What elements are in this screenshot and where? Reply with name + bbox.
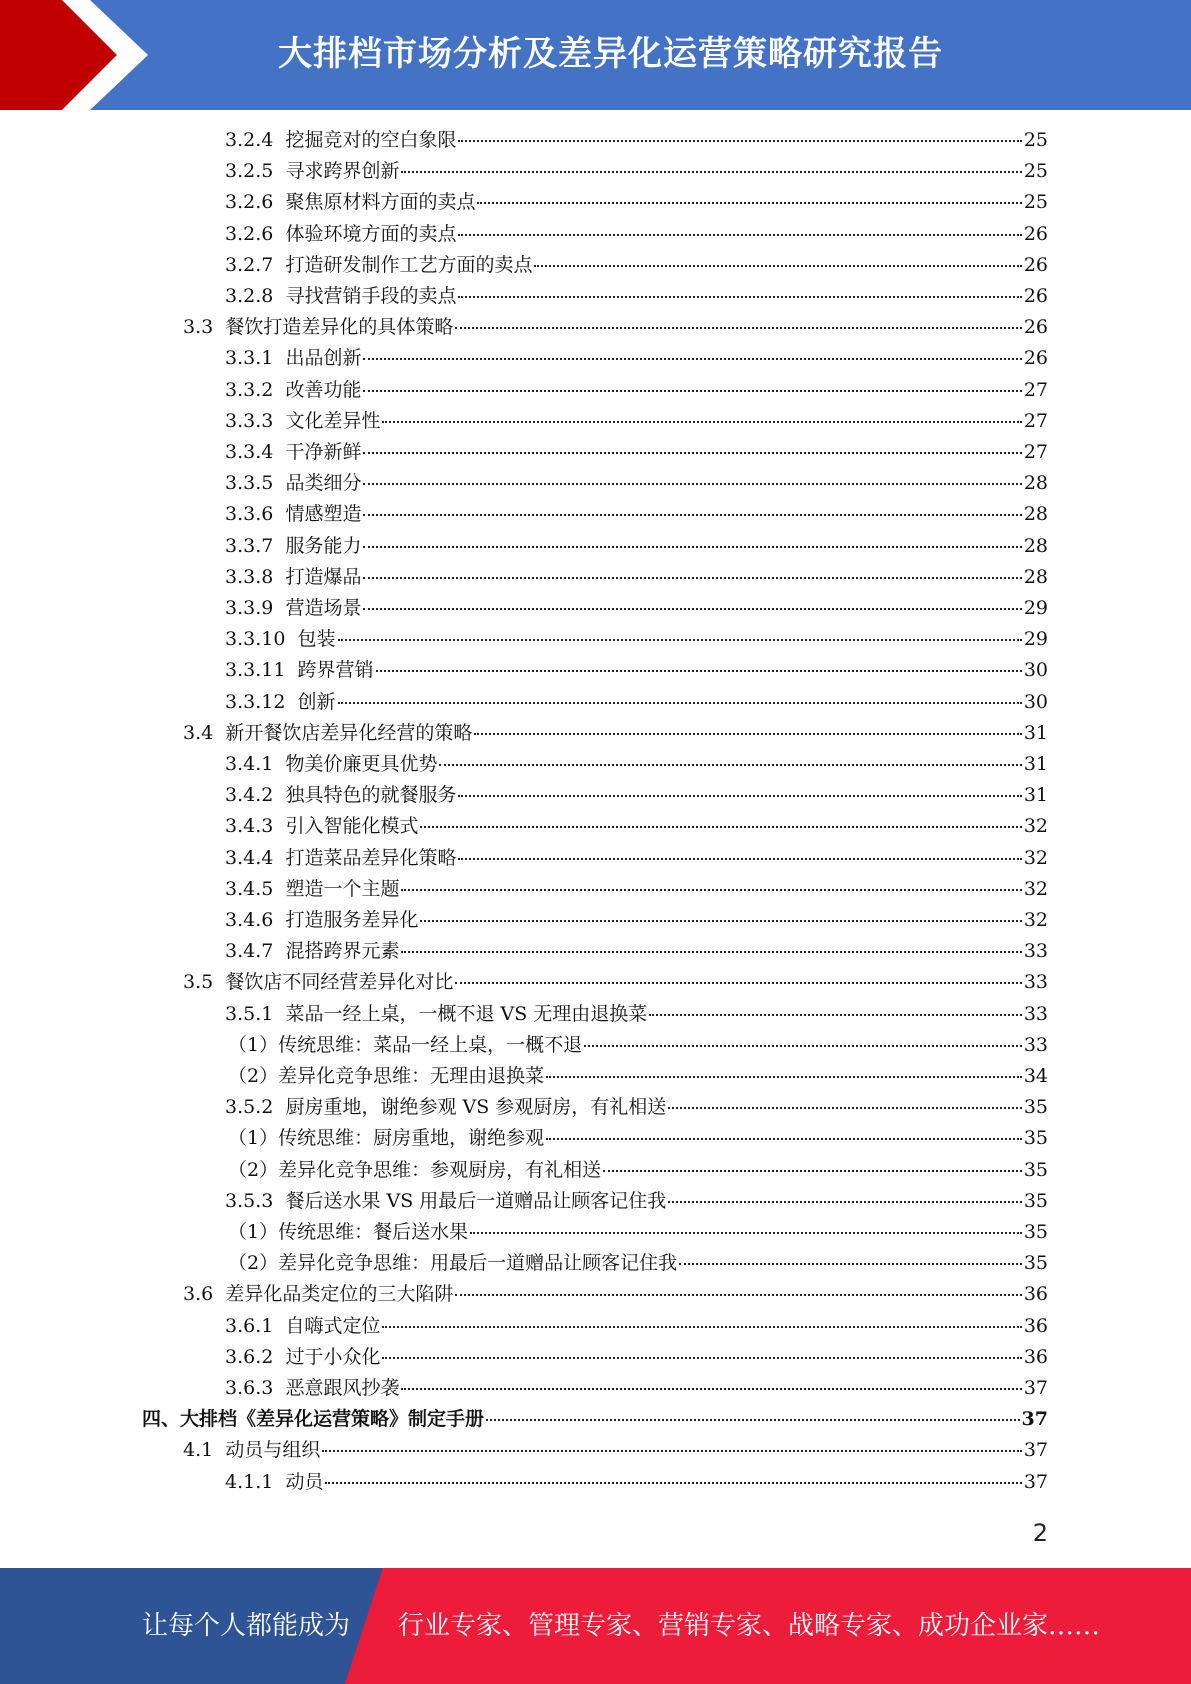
toc-leader-dots xyxy=(649,1013,1022,1016)
toc-entry-page: 31 xyxy=(1023,753,1048,775)
toc-entry-page: 35 xyxy=(1023,1127,1048,1150)
toc-entry-number: 3.3.11 xyxy=(225,659,286,682)
toc-entry[interactable] xyxy=(228,1218,1048,1246)
toc-entry-page: 25 xyxy=(1023,160,1048,183)
toc-leader-dots xyxy=(325,1481,1021,1484)
toc-entry-page: 26 xyxy=(1023,253,1048,276)
toc-entry-page: 29 xyxy=(1023,628,1048,651)
toc-entry-title: 菜品一经上桌，一概不退 VS 无理由退换菜 xyxy=(285,1002,648,1025)
toc-entry-title: （1）传统思维：餐后送水果 xyxy=(228,1221,469,1243)
toc-leader-dots xyxy=(458,233,1021,236)
toc-leader-dots xyxy=(455,326,1021,329)
toc-leader-dots xyxy=(458,857,1021,860)
toc-entry[interactable] xyxy=(225,1468,1048,1496)
toc-entry-page: 28 xyxy=(1023,565,1048,588)
toc-entry-title: 挖掘竞对的空白象限 xyxy=(285,129,457,151)
toc-entry[interactable] xyxy=(225,344,1048,372)
toc-entry-page: 33 xyxy=(1023,940,1048,963)
toc-entry-number: 3.3.5 xyxy=(225,472,274,495)
toc-entry[interactable] xyxy=(183,968,1048,996)
toc-entry[interactable] xyxy=(225,126,1048,154)
toc-entry-title: 物美价廉更具优势 xyxy=(285,753,438,775)
toc-leader-dots xyxy=(679,1262,1022,1265)
toc-leader-dots xyxy=(546,1075,1022,1078)
toc-entry-title: 包装 xyxy=(297,628,336,651)
toc-leader-dots xyxy=(534,264,1021,267)
toc-entry[interactable] xyxy=(225,1093,1048,1121)
toc-leader-dots xyxy=(401,888,1021,891)
toc-entry[interactable] xyxy=(225,188,1048,216)
toc-entry-number: 3.3.9 xyxy=(225,597,274,619)
toc-leader-dots xyxy=(382,1356,1021,1359)
toc-leader-dots xyxy=(477,201,1021,204)
toc-leader-dots xyxy=(376,669,1022,672)
toc-entry-title: 出品创新 xyxy=(285,347,362,370)
toc-leader-dots xyxy=(401,1387,1021,1390)
toc-entry-title: 体验环境方面的卖点 xyxy=(285,222,457,245)
toc-leader-dots xyxy=(603,1169,1022,1172)
toc-entry-title: 跨界营销 xyxy=(297,659,374,682)
toc-entry[interactable] xyxy=(225,407,1048,435)
toc-leader-dots xyxy=(486,1418,1020,1421)
toc-entry-title: 餐饮店不同经营差异化对比 xyxy=(225,971,454,994)
toc-entry-title: 厨房重地，谢绝参观 VS 参观厨房，有礼相送 xyxy=(285,1096,667,1119)
toc-entry-title: 餐饮打造差异化的具体策略 xyxy=(225,316,454,339)
toc-entry-title: 新开餐饮店差异化经营的策略 xyxy=(225,721,473,744)
toc-entry-page: 31 xyxy=(1023,784,1048,807)
toc-entry-page: 37 xyxy=(1023,1439,1048,1462)
toc-entry-number: 3.3.12 xyxy=(225,690,286,713)
toc-entry-number: 3.3.7 xyxy=(225,534,274,557)
toc-entry-title: （2）差异化竞争思维：参观厨房，有礼相送 xyxy=(228,1158,602,1181)
toc-entry[interactable] xyxy=(225,438,1048,466)
footer-slogan-right: 行业专家、管理专家、营销专家、战略专家、成功企业家…… xyxy=(398,1611,1101,1641)
toc-entry-title: 寻求跨界创新 xyxy=(285,160,400,183)
toc-entry-title: （1）传统思维：菜品一经上桌，一概不退 xyxy=(228,1033,583,1056)
toc-leader-dots xyxy=(420,825,1021,828)
toc-entry-title: 打造研发制作工艺方面的卖点 xyxy=(285,253,533,276)
toc-entry-page: 35 xyxy=(1023,1189,1048,1212)
toc-entry[interactable] xyxy=(225,844,1048,872)
toc-leader-dots xyxy=(470,1231,1022,1234)
toc-entry[interactable] xyxy=(225,937,1048,965)
page-footer xyxy=(0,1568,1191,1684)
toc-entry-number: 3.4 xyxy=(183,721,214,744)
toc-entry[interactable] xyxy=(225,532,1048,560)
toc-entry[interactable] xyxy=(225,875,1048,903)
toc-entry-number: 3.5.2 xyxy=(225,1096,274,1119)
document-title: 大排档市场分析及差异化运营策略研究报告 xyxy=(278,34,943,74)
toc-entry-page: 35 xyxy=(1023,1158,1048,1181)
toc-entry[interactable] xyxy=(225,251,1048,279)
toc-entry-page: 31 xyxy=(1023,721,1048,744)
toc-entry[interactable] xyxy=(225,656,1048,684)
toc-entry-page: 26 xyxy=(1023,285,1048,307)
toc-entry-page: 37 xyxy=(1023,1470,1048,1493)
toc-entry-title: 打造菜品差异化策略 xyxy=(285,846,457,869)
toc-leader-dots xyxy=(382,1325,1021,1328)
toc-entry-title: 寻找营销手段的卖点 xyxy=(285,285,457,307)
toc-entry-page: 27 xyxy=(1023,409,1048,432)
toc-entry-title: 品类细分 xyxy=(285,472,362,495)
toc-entry-title: 恶意跟风抄袭 xyxy=(285,1377,400,1399)
toc-entry-page: 37 xyxy=(1023,1377,1048,1399)
toc-entry-page: 26 xyxy=(1023,316,1048,339)
toc-entry[interactable] xyxy=(225,1000,1048,1028)
toc-entry-page: 30 xyxy=(1023,690,1048,713)
toc-entry-title: 打造爆品 xyxy=(285,565,362,588)
toc-entry-number: 3.4.1 xyxy=(225,753,274,775)
toc-leader-dots xyxy=(363,482,1021,485)
toc-entry-title: 塑造一个主题 xyxy=(285,877,400,900)
toc-leader-dots xyxy=(455,1293,1021,1296)
toc-entry[interactable] xyxy=(183,1280,1048,1308)
footer-slogan-left: 让每个人都能成为 xyxy=(142,1611,351,1641)
toc-entry-title: 混搭跨界元素 xyxy=(285,940,400,963)
toc-entry-number: 3.2.7 xyxy=(225,253,274,276)
toc-entry-title: 服务能力 xyxy=(285,534,362,557)
toc-leader-dots xyxy=(322,1449,1021,1452)
toc-entry-page: 30 xyxy=(1023,659,1048,682)
toc-entry-number: 3.2.5 xyxy=(225,160,274,183)
toc-leader-dots xyxy=(338,701,1022,704)
toc-leader-dots xyxy=(458,794,1021,797)
toc-leader-dots xyxy=(363,545,1021,548)
toc-entry-page: 29 xyxy=(1023,597,1048,619)
toc-leader-dots xyxy=(401,950,1021,953)
toc-entry[interactable] xyxy=(225,781,1048,809)
toc-entry-number: 3.4.5 xyxy=(225,877,274,900)
toc-leader-dots xyxy=(474,732,1021,735)
toc-leader-dots xyxy=(363,451,1021,454)
toc-entry[interactable] xyxy=(225,469,1048,497)
toc-entry-number: 3.3.8 xyxy=(225,565,274,588)
toc-entry-page: 35 xyxy=(1023,1221,1048,1243)
toc-entry-title: 动员 xyxy=(285,1470,324,1493)
toc-entry-page: 26 xyxy=(1023,222,1048,245)
page-number: 2 xyxy=(1032,1519,1048,1547)
toc-entry-page: 34 xyxy=(1023,1065,1048,1087)
toc-entry-title: 创新 xyxy=(297,690,336,713)
toc-entry[interactable] xyxy=(225,906,1048,934)
toc-entry[interactable] xyxy=(225,594,1048,622)
toc-entry-page: 36 xyxy=(1023,1345,1048,1368)
toc-entry-number: 3.6.3 xyxy=(225,1377,274,1399)
toc-entry[interactable] xyxy=(228,1062,1048,1090)
toc-entry[interactable] xyxy=(225,157,1048,185)
toc-leader-dots xyxy=(455,981,1021,984)
toc-entry[interactable] xyxy=(183,719,1048,747)
toc-leader-dots xyxy=(420,919,1021,922)
toc-entry-title: 餐后送水果 VS 用最后一道赠品让顾客记住我 xyxy=(285,1189,667,1212)
toc-entry[interactable] xyxy=(142,1405,1048,1433)
toc-entry[interactable] xyxy=(225,500,1048,528)
toc-entry-title: 打造服务差异化 xyxy=(285,909,419,931)
toc-entry-number: 3.5.3 xyxy=(225,1189,274,1212)
toc-entry-page: 26 xyxy=(1023,347,1048,370)
toc-entry-number: 3.3.4 xyxy=(225,441,274,463)
toc-entry-page: 35 xyxy=(1023,1096,1048,1119)
toc-entry-title: 营造场景 xyxy=(285,597,362,619)
toc-leader-dots xyxy=(338,638,1022,641)
toc-leader-dots xyxy=(668,1106,1022,1109)
toc-leader-dots xyxy=(458,139,1021,142)
toc-leader-dots xyxy=(363,607,1021,610)
toc-entry-page: 32 xyxy=(1023,815,1048,838)
toc-entry-number: 4.1 xyxy=(183,1439,214,1462)
toc-entry-page: 37 xyxy=(1021,1408,1048,1431)
toc-entry-number: 3.6.2 xyxy=(225,1345,274,1368)
toc-entry-number: 3.5 xyxy=(183,971,214,994)
toc-entry-number: 3.3.2 xyxy=(225,378,274,401)
toc-entry-page: 36 xyxy=(1023,1283,1048,1306)
toc-entry-number: 3.4.3 xyxy=(225,815,274,838)
toc-entry-title: 情感塑造 xyxy=(285,503,362,526)
toc-entry-number: 3.6.1 xyxy=(225,1314,274,1337)
toc-entry-page: 32 xyxy=(1023,846,1048,869)
toc-entry[interactable] xyxy=(225,376,1048,404)
toc-entry-page: 27 xyxy=(1023,441,1048,463)
toc-entry[interactable] xyxy=(225,1312,1048,1340)
toc-entry-number: 3.4.2 xyxy=(225,784,274,807)
toc-entry-page: 33 xyxy=(1023,1033,1048,1056)
toc-entry-page: 28 xyxy=(1023,472,1048,495)
toc-entry-title: （2）差异化竞争思维：无理由退换菜 xyxy=(228,1065,545,1087)
toc-leader-dots xyxy=(401,170,1021,173)
toc-entry-number: 3.4.7 xyxy=(225,940,274,963)
toc-entry-number: 3.2.6 xyxy=(225,191,274,214)
toc-entry[interactable] xyxy=(225,625,1048,653)
toc-leader-dots xyxy=(363,389,1021,392)
toc-entry-page: 33 xyxy=(1023,971,1048,994)
toc-entry-number: 3.2.6 xyxy=(225,222,274,245)
toc-entry-title: （2）差异化竞争思维：用最后一道赠品让顾客记住我 xyxy=(228,1252,678,1275)
toc-entry-title: 引入智能化模式 xyxy=(285,815,419,838)
toc-entry[interactable] xyxy=(225,1374,1048,1402)
toc-entry-page: 35 xyxy=(1023,1252,1048,1275)
toc-entry-number: 3.3 xyxy=(183,316,214,339)
toc-entry-title: 改善功能 xyxy=(285,378,362,401)
toc-entry-page: 27 xyxy=(1023,378,1048,401)
toc-entry[interactable] xyxy=(183,313,1048,341)
toc-entry-title: 文化差异性 xyxy=(285,409,381,432)
toc-entry[interactable] xyxy=(225,1343,1048,1371)
toc-entry-page: 32 xyxy=(1023,909,1048,931)
toc-entry[interactable] xyxy=(225,750,1048,778)
toc-entry-page: 25 xyxy=(1023,129,1048,151)
toc-entry[interactable] xyxy=(225,812,1048,840)
toc-entry-page: 32 xyxy=(1023,877,1048,900)
toc-entry[interactable] xyxy=(183,1436,1048,1464)
toc-entry[interactable] xyxy=(225,220,1048,248)
toc-leader-dots xyxy=(584,1044,1022,1047)
toc-entry-title: 动员与组织 xyxy=(225,1439,321,1462)
toc-leader-dots xyxy=(458,295,1021,298)
toc-entry-title: 自嗨式定位 xyxy=(285,1314,381,1337)
toc-entry-page: 25 xyxy=(1023,191,1048,214)
toc-leader-dots xyxy=(546,1137,1022,1140)
toc-entry[interactable] xyxy=(228,1249,1048,1277)
toc-entry[interactable] xyxy=(228,1031,1048,1059)
toc-entry-number: 3.3.6 xyxy=(225,503,274,526)
toc-entry[interactable] xyxy=(225,563,1048,591)
toc-entry-page: 36 xyxy=(1023,1314,1048,1337)
toc-entry[interactable] xyxy=(225,1187,1048,1215)
toc-entry-number: 3.4.6 xyxy=(225,909,274,931)
toc-entry-number: 3.6 xyxy=(183,1283,214,1306)
toc-entry-number: 4.1.1 xyxy=(225,1470,274,1493)
toc-entry-number: 3.2.8 xyxy=(225,285,274,307)
toc-entry-title: 干净新鲜 xyxy=(285,441,362,463)
toc-leader-dots xyxy=(363,357,1021,360)
toc-leader-dots xyxy=(363,513,1021,516)
toc-entry-number: 3.2.4 xyxy=(225,129,274,151)
toc-entry-title: 独具特色的就餐服务 xyxy=(285,784,457,807)
toc-leader-dots xyxy=(668,1200,1022,1203)
page-header xyxy=(0,0,1191,110)
toc-leader-dots xyxy=(363,576,1021,579)
toc-entry-page: 33 xyxy=(1023,1002,1048,1025)
toc-entry[interactable] xyxy=(225,282,1048,310)
toc-entry-page: 28 xyxy=(1023,503,1048,526)
toc-entry-title: （1）传统思维：厨房重地，谢绝参观 xyxy=(228,1127,545,1150)
toc-leader-dots xyxy=(439,763,1021,766)
toc-entry-title: 差异化品类定位的三大陷阱 xyxy=(225,1283,454,1306)
toc-entry-title: 过于小众化 xyxy=(285,1345,381,1368)
toc-entry[interactable] xyxy=(228,1124,1048,1152)
toc-entry-number: 3.3.10 xyxy=(225,628,286,651)
toc-entry-title: 聚焦原材料方面的卖点 xyxy=(285,191,476,214)
toc-entry-number: 3.3.1 xyxy=(225,347,274,370)
toc-entry-number: 3.4.4 xyxy=(225,846,274,869)
toc-entry-title: 四、大排档《差异化运营策略》制定手册 xyxy=(142,1408,485,1431)
toc-entry[interactable] xyxy=(228,1156,1048,1184)
toc-leader-dots xyxy=(382,420,1021,423)
toc-entry[interactable] xyxy=(225,688,1048,716)
toc-entry-number: 3.3.3 xyxy=(225,409,274,432)
toc-entry-number: 3.5.1 xyxy=(225,1002,274,1025)
toc-entry-page: 28 xyxy=(1023,534,1048,557)
